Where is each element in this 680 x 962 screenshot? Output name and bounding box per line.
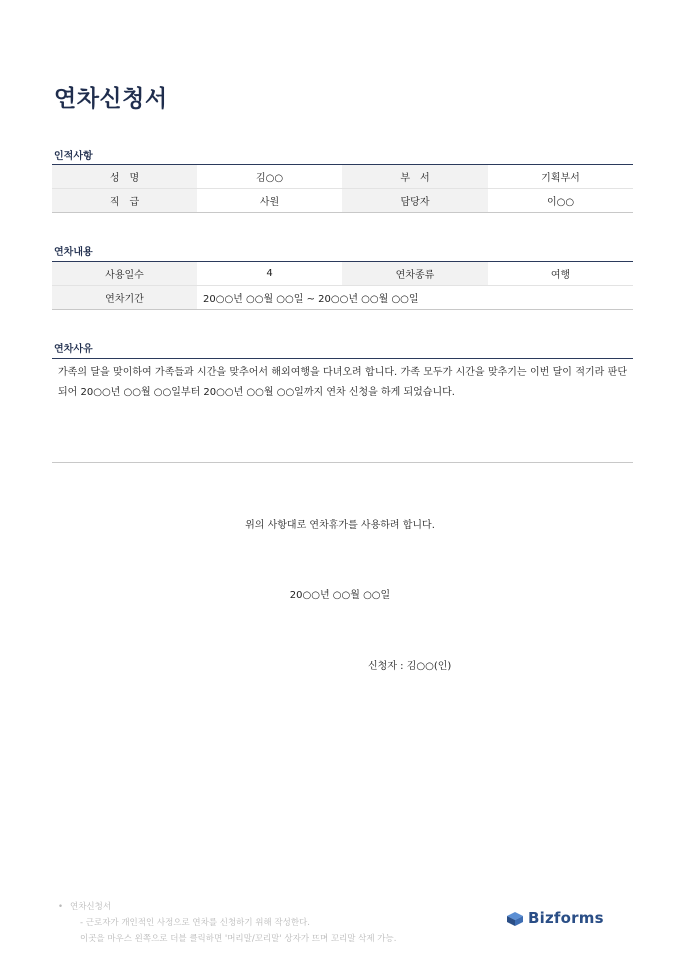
footer-note-instruction: 이곳을 마우스 왼쪽으로 더블 클릭하면 '머리말/꼬리말' 상자가 뜨며 꼬리말 삭제 가능.	[80, 934, 397, 944]
leave-type-label: 연차종류	[342, 262, 488, 286]
document-title: 연차신청서	[54, 86, 168, 112]
footer-note-title: • 연차신청서	[58, 899, 396, 915]
applicant-signature: 신청자 : 김○○(인)	[368, 661, 452, 672]
leave-reason-text: 가족의 달을 맞이하여 가족들과 시간을 맞추어서 해외여행을 다녀오려 합니다. 가족 모두가 시간을 맞추기는 이번 달이 적기라 판단되어 20○○년 ○○월 ○○일부터 20○○년 ○○월 ○○일까지 연차 신청을 하게 되었습니다.	[52, 358, 633, 463]
leave-details-table	[52, 261, 633, 310]
declaration-statement: 위의 사항대로 연차휴가를 사용하려 합니다.	[245, 520, 435, 531]
period-value: 20○○년 ○○월 ○○일 ~ 20○○년 ○○월 ○○일	[203, 294, 419, 305]
department-value: 기획부서	[488, 165, 633, 189]
section-title-leave-reason: 연차사유	[54, 344, 93, 355]
footer-notes	[58, 899, 396, 947]
table-row	[52, 165, 633, 189]
period-label: 연차기간	[52, 286, 197, 310]
department-label: 부 서	[342, 165, 488, 189]
manager-value: 이○○	[546, 197, 575, 208]
bullet-icon: •	[58, 902, 64, 912]
table-row	[52, 286, 633, 310]
declaration-date: 20○○년 ○○월 ○○일	[289, 590, 391, 601]
footer-note-description: - 근로자가 개인적인 사정으로 연차를 신청하기 위해 작성한다.	[80, 918, 310, 928]
manager-label: 담당자	[342, 189, 488, 213]
section-title-leave-details: 연차내용	[54, 247, 93, 258]
table-row	[52, 189, 633, 213]
personal-info-table	[52, 164, 633, 213]
position-label: 직 급	[52, 189, 197, 213]
leave-type-value: 여행	[488, 262, 633, 286]
table-row	[52, 262, 633, 286]
days-value: 4	[197, 262, 342, 286]
section-title-personal-info: 인적사항	[54, 151, 93, 162]
days-label: 사용일수	[52, 262, 197, 286]
name-value: 김○○	[197, 165, 342, 189]
bizforms-logo	[506, 909, 604, 927]
position-value: 사원	[259, 197, 280, 208]
name-label: 성 명	[52, 165, 197, 189]
bizforms-logo-icon	[506, 909, 524, 927]
logo-text: Bizforms	[528, 909, 604, 927]
